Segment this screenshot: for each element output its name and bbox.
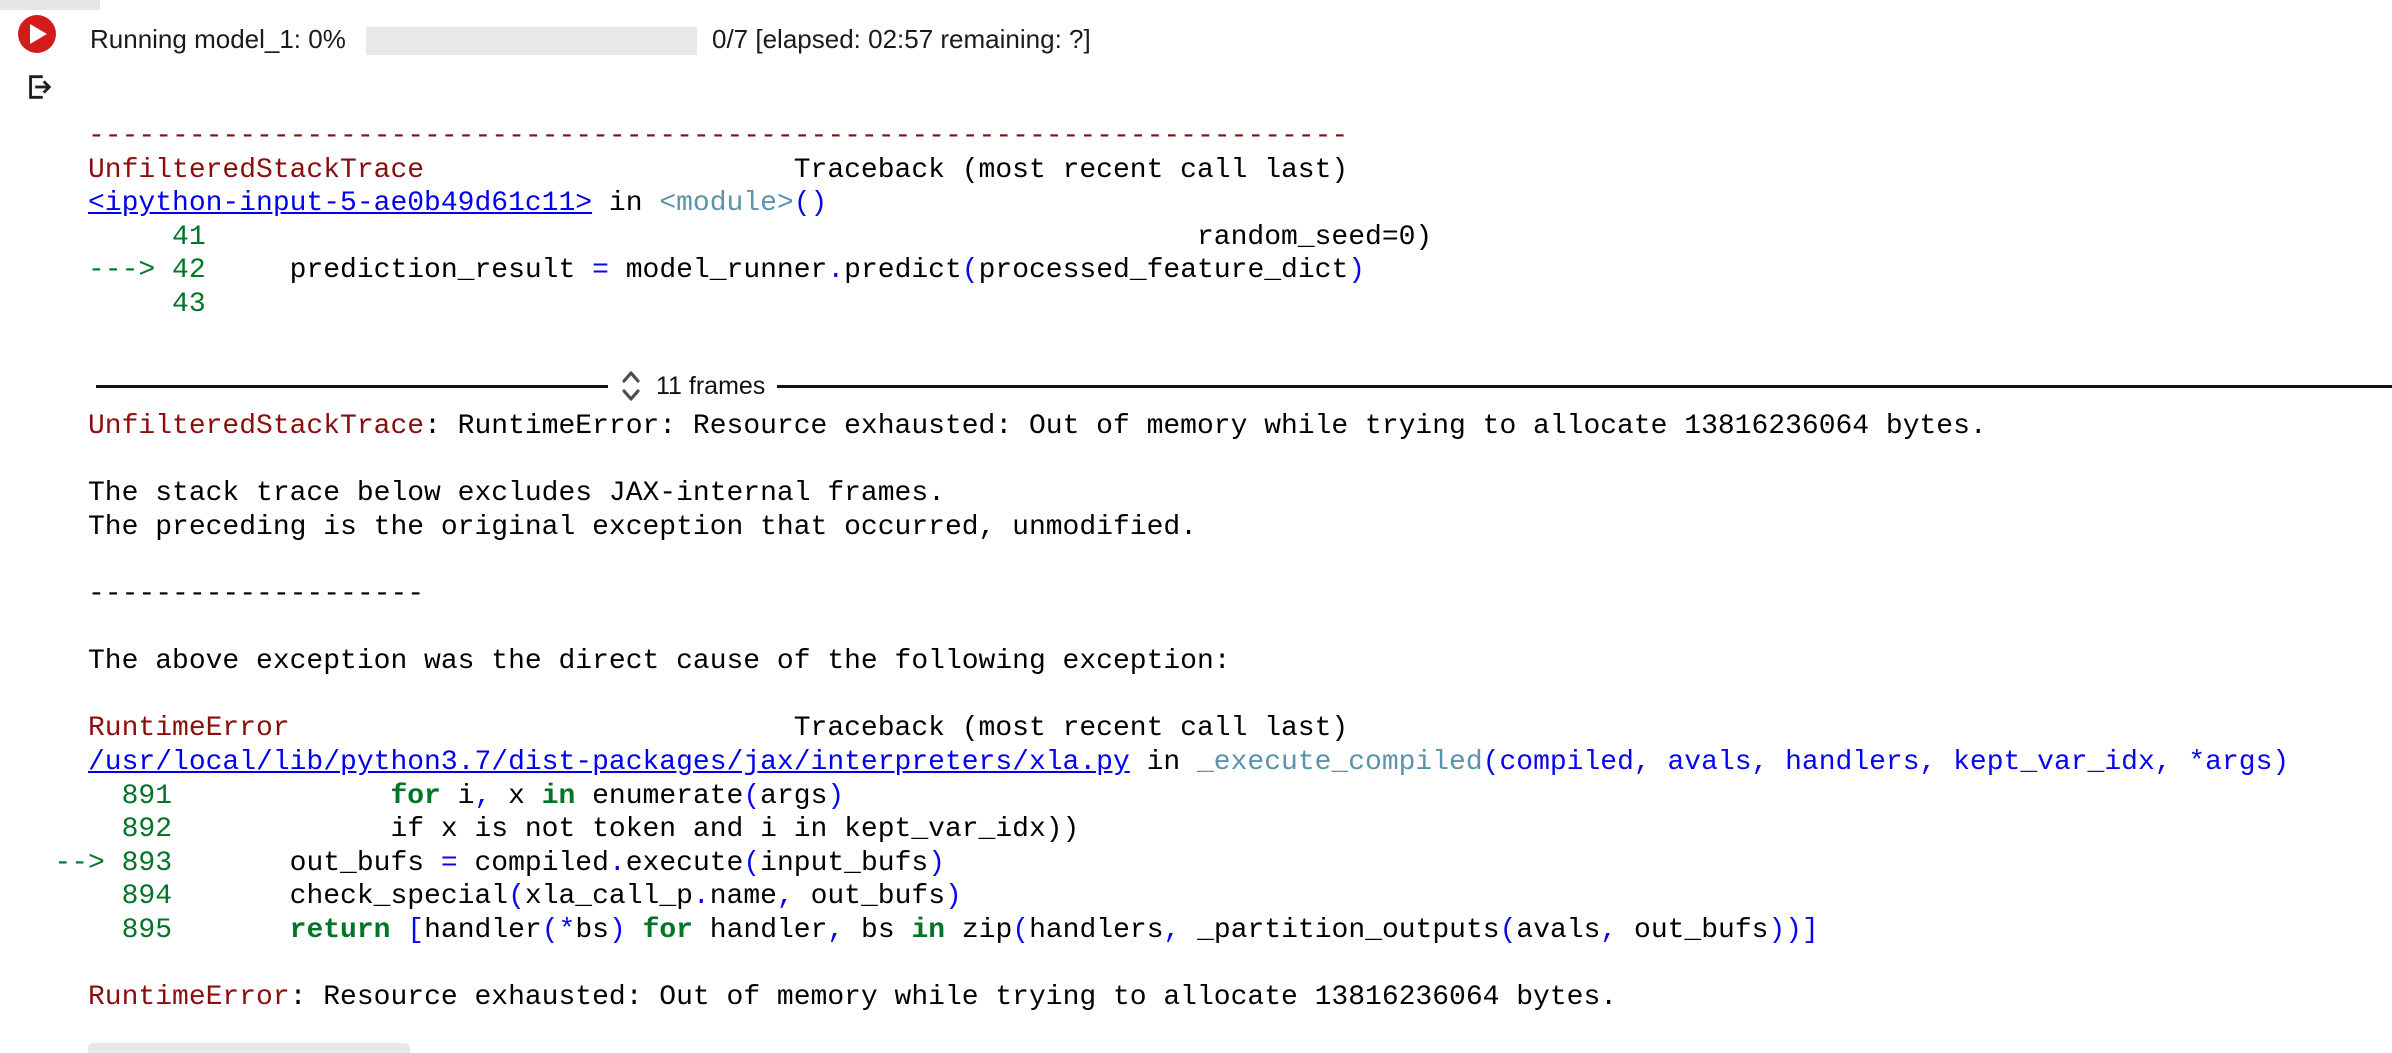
code-segment: in — [592, 188, 660, 220]
traceback-line — [88, 981, 2289, 1015]
output-glyph — [24, 72, 54, 102]
code-segment: ( — [743, 847, 761, 879]
code-segment: zip — [945, 914, 1013, 946]
traceback-line — [88, 288, 1432, 322]
code-segment: . — [692, 881, 710, 913]
code-segment: input_bufs — [760, 847, 929, 879]
traceback-line — [88, 645, 2289, 679]
code-segment: args — [760, 780, 828, 812]
code-segment: handlers — [1029, 914, 1164, 946]
code-segment: processed_feature_dict — [978, 255, 1349, 287]
code-segment: xla_call_p — [524, 881, 693, 913]
code-segment: <module> — [659, 188, 794, 220]
code-segment: enumerate — [575, 780, 744, 812]
code-segment: for — [642, 914, 693, 946]
code-segment: out_bufs — [793, 881, 945, 913]
traceback-line — [88, 679, 2289, 713]
divider-line-left — [96, 385, 608, 388]
code-segment: ) — [928, 847, 946, 879]
code-segment: ) — [1348, 255, 1366, 287]
traceback-line — [88, 880, 2289, 914]
code-segment: --> 893 — [54, 847, 173, 879]
code-segment: ( — [1499, 914, 1517, 946]
code-segment — [390, 915, 407, 946]
traceback-line — [88, 410, 2289, 444]
traceback-line — [88, 221, 1432, 255]
code-segment: ( — [961, 255, 979, 287]
code-segment: if x is not token and i in kept_var_idx)) — [172, 814, 1080, 846]
code-segment: compiled — [457, 847, 609, 879]
progress-bar — [366, 27, 697, 55]
code-segment: The preceding is the original exception that occurred, unmodified. — [88, 511, 1197, 543]
code-segment: UnfilteredStackTrace — [88, 411, 425, 442]
traceback-line — [88, 511, 2289, 545]
code-segment: predict — [844, 255, 962, 287]
expand-collapse-icon — [618, 368, 644, 404]
code-segment: 892 — [88, 814, 173, 846]
code-segment: ) — [608, 914, 626, 946]
traceback-file-link[interactable]: /usr/local/lib/python3.7/dist-packages/jax/interpreters/xla.py — [88, 746, 1130, 778]
code-segment: check_special — [172, 881, 509, 913]
run-cell-button[interactable] — [18, 15, 56, 53]
code-segment: : RuntimeError: Resource exhausted: Out of memory while trying to allocate 13816236064 bytes. — [424, 411, 1987, 442]
code-segment: ) — [945, 881, 962, 913]
code-segment: , — [776, 881, 794, 913]
code-segment: x — [491, 780, 542, 812]
frames-count-label: 11 frames — [656, 372, 766, 400]
code-segment: = — [440, 847, 458, 879]
code-segment: _partition_outputs — [1180, 914, 1500, 946]
progress-counter: 0/7 [elapsed: 02:57 remaining: ?] — [712, 24, 1091, 54]
code-segment: The stack trace below excludes JAX-internal frames. — [88, 478, 945, 510]
code-segment: (compiled, avals, handlers, kept_var_idx, *args) — [1482, 746, 2290, 778]
code-segment: in — [541, 780, 576, 812]
code-segment: handler — [424, 914, 542, 946]
code-segment: execute — [625, 847, 744, 879]
traceback-line — [88, 612, 2289, 646]
traceback-line — [88, 746, 2289, 780]
code-segment: 41 — [88, 221, 206, 253]
frames-expand-toggle[interactable] — [618, 368, 765, 404]
traceback-detail-block — [54, 410, 2290, 1015]
code-segment: , — [474, 780, 492, 812]
code-segment — [172, 915, 290, 946]
traceback-line — [88, 544, 2289, 578]
traceback-line — [88, 780, 2289, 814]
code-segment: UnfilteredStackTrace — [88, 154, 425, 186]
code-segment: bs — [844, 914, 912, 946]
code-segment: ( — [743, 780, 761, 812]
traceback-line — [88, 813, 2289, 847]
frames-divider — [0, 368, 2392, 404]
code-segment: . — [827, 255, 845, 287]
traceback-line — [88, 444, 2289, 478]
code-segment: ))] — [1768, 914, 1819, 946]
code-segment: The above exception was the direct cause of the following exception: — [88, 646, 1231, 678]
code-segment: () — [793, 188, 828, 220]
code-segment: RuntimeError — [88, 713, 290, 745]
traceback-line — [88, 120, 1432, 154]
code-segment: = — [592, 255, 609, 287]
code-segment: avals — [1516, 914, 1601, 946]
code-segment: , — [1163, 914, 1181, 946]
code-segment: i — [440, 780, 475, 812]
code-segment: out_bufs — [1617, 914, 1769, 946]
code-segment: ---> 42 — [88, 255, 206, 287]
code-segment: . — [608, 847, 626, 879]
code-segment: model_runner — [608, 255, 828, 287]
traceback-line — [88, 254, 1432, 288]
traceback-file-link[interactable]: <ipython-input-5-ae0b49d61c11> — [88, 188, 593, 220]
code-segment: : Resource exhausted: Out of memory while trying to allocate 13816236064 bytes. — [289, 982, 1618, 1014]
code-segment: for — [390, 780, 441, 812]
code-segment: out_bufs — [172, 847, 441, 879]
code-segment: 891 — [88, 780, 173, 812]
traceback-line — [88, 712, 2289, 746]
code-segment: ) — [827, 780, 845, 812]
traceback-line — [88, 914, 2289, 948]
code-segment: 43 — [88, 288, 206, 320]
traceback-line — [88, 578, 2289, 612]
code-segment: _execute_compiled — [1197, 746, 1483, 778]
code-segment: (* — [541, 914, 576, 946]
code-segment: name — [709, 881, 777, 913]
play-icon — [30, 24, 47, 44]
traceback-line — [54, 847, 2289, 881]
traceback-line — [88, 187, 1432, 221]
code-segment: ( — [1012, 914, 1030, 946]
traceback-line — [88, 948, 2289, 982]
traceback-line — [88, 477, 2289, 511]
cell-above-fragment — [0, 0, 100, 10]
code-segment: in — [911, 914, 946, 946]
code-segment: in — [1129, 746, 1197, 778]
progress-label: Running model_1: 0% — [90, 24, 346, 54]
code-segment: , — [1600, 914, 1618, 946]
traceback-line — [88, 154, 1432, 188]
code-segment: return — [289, 914, 391, 946]
traceback-summary-block — [88, 120, 1432, 322]
code-segment: -------------------- — [88, 578, 425, 610]
cell-output-icon[interactable] — [24, 72, 54, 102]
code-segment: ( — [508, 881, 525, 913]
code-segment: prediction_result — [205, 255, 593, 287]
code-segment: bs — [575, 914, 609, 946]
code-segment: 894 — [88, 881, 173, 913]
code-segment: random_seed=0) — [205, 221, 1433, 253]
code-segment: [ — [407, 914, 425, 946]
code-segment — [626, 915, 643, 946]
code-segment: Traceback (most recent call last) — [424, 154, 1349, 186]
code-segment — [172, 781, 390, 812]
code-segment: --------------------------------------------------------------------------- — [88, 121, 1349, 152]
code-segment: 895 — [88, 914, 173, 946]
divider-line-right — [777, 385, 2392, 388]
code-segment: handler — [692, 914, 828, 946]
code-segment: , — [827, 914, 845, 946]
code-segment: Traceback (most recent call last) — [289, 713, 1349, 745]
code-segment: RuntimeError — [88, 982, 290, 1014]
